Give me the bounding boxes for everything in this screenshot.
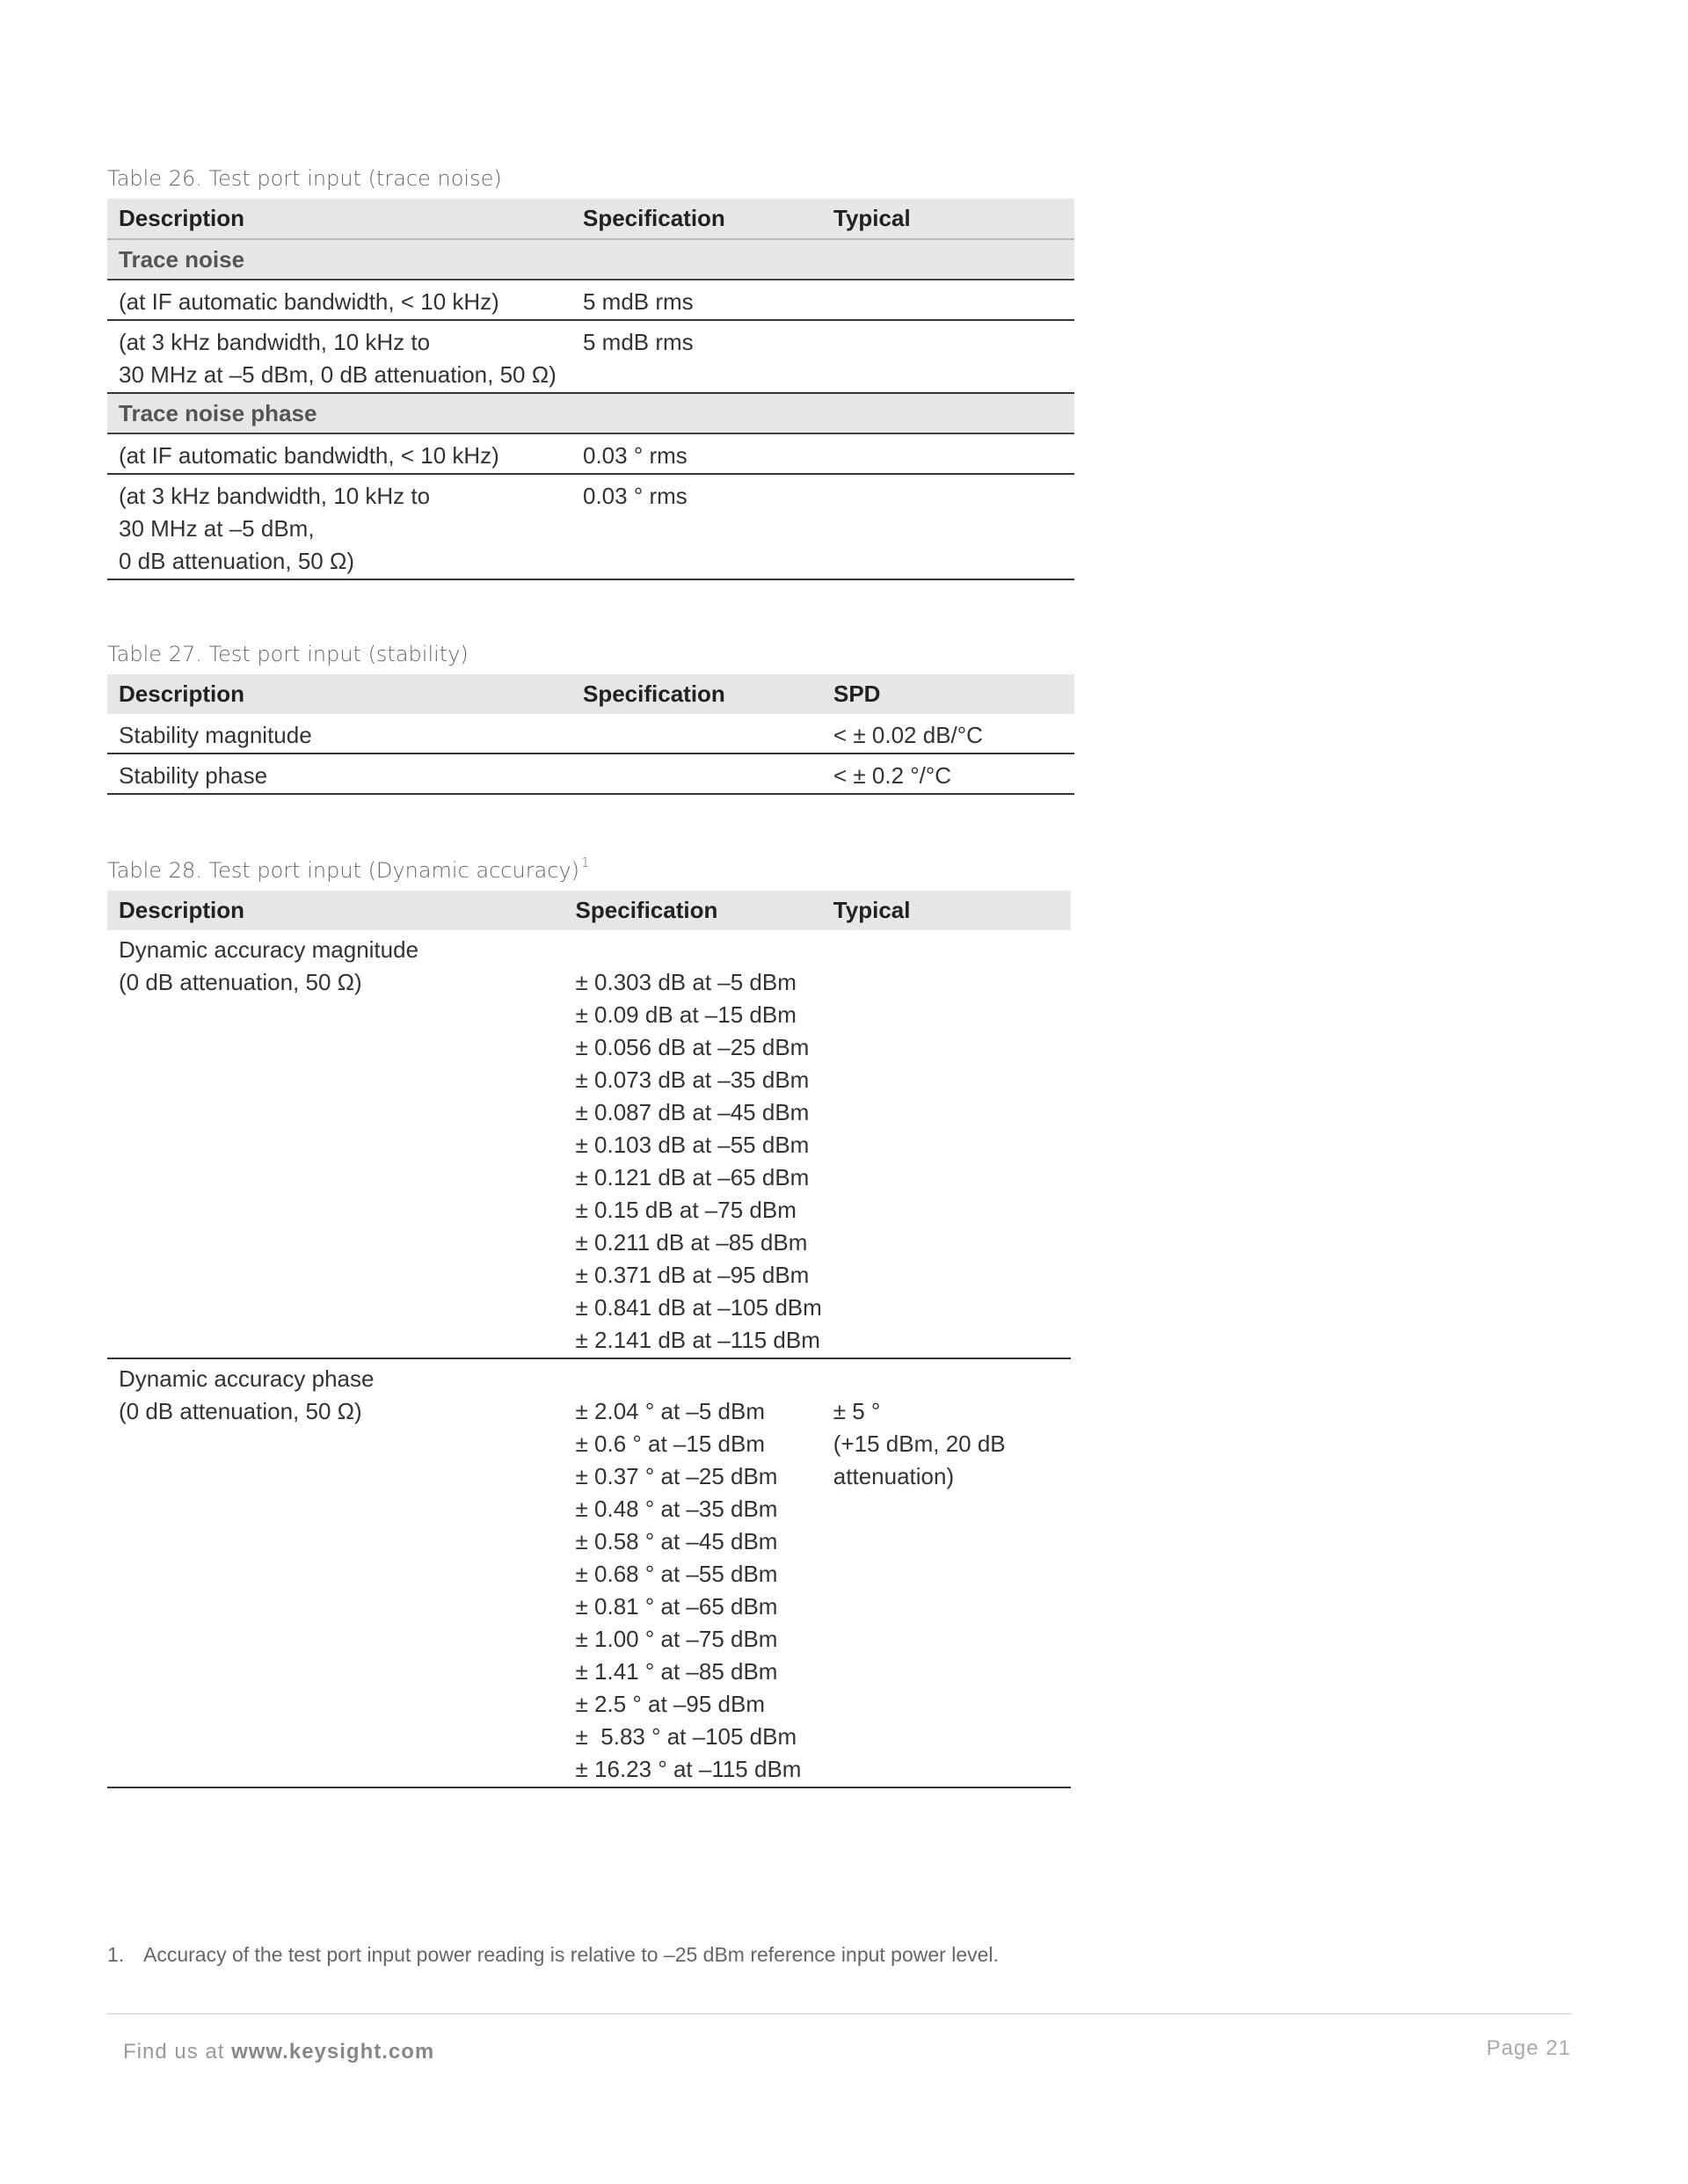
specification-cell-line: ± 2.04 ° at –5 dBm [575,1398,765,1424]
description-cell [107,280,571,320]
specification-cell-line: ± 0.09 dB at –15 dBm [575,1001,797,1028]
specification-cell-line: ± 0.68 ° at –55 dBm [575,1561,778,1587]
description-cell-line: 0 dB attenuation, 50 Ω) [119,548,355,574]
specification-cell-line: 5 mdB rms [583,288,694,315]
specification-cell-line: ± 0.121 dB at –65 dBm [575,1164,810,1190]
description-cell-line: 30 MHz at –5 dBm, 0 dB attenuation, 50 Ω) [119,361,557,388]
page-number: Page 21 [1486,2036,1571,2060]
section-row [107,239,1074,280]
typical-cell-line: < ± 0.2 °/°C [833,762,952,789]
table-27-caption: Table 27. Test port input (stability) [107,642,469,666]
description-cell-line: 30 MHz at –5 dBm, [119,515,315,542]
table-header-row [107,199,1074,239]
table-row [107,714,1074,753]
footnote-marker: 1 [581,855,590,870]
specification-cell-line [576,934,822,966]
specification-cell-line: ± 0.81 ° at –65 dBm [575,1593,778,1620]
specification-cell-line [576,1363,822,1395]
table-27 [107,674,1074,795]
specification-cell-line: 0.03 ° rms [583,442,688,469]
footnote-text: Accuracy of the test port input power reading is relative to –25 dBm reference input power level. [143,1943,999,1966]
description-cell-line: (at 3 kHz bandwidth, 10 kHz to [119,329,431,355]
specification-cell-line: ± 2.141 dB at –115 dBm [575,1327,820,1353]
column-header: Description [107,674,571,714]
description-cell [107,714,571,753]
specification-cell-line: ± 0.15 dB at –75 dBm [575,1197,797,1223]
description-cell-line: Stability magnitude [119,722,312,748]
typical-cell-line: attenuation) [833,1463,955,1489]
footer-find-us [123,2040,434,2064]
typical-cell-line: (+15 dBm, 20 dB [833,1431,1006,1457]
column-header: Specification [571,674,822,714]
table-28 [107,891,1071,1788]
description-cell-line: (at IF automatic bandwidth, < 10 kHz) [119,442,499,469]
section-row [107,393,1074,433]
specification-cell-line: 5 mdB rms [583,329,694,355]
description-cell-line: (0 dB attenuation, 50 Ω) [119,1398,362,1424]
typical-cell-line: < ± 0.02 dB/°C [833,722,983,748]
table-header-row [107,891,1071,930]
column-header: Description [107,199,571,239]
description-cell-line: (0 dB attenuation, 50 Ω) [119,969,362,995]
specification-cell-line: ± 1.41 ° at –85 dBm [575,1658,778,1685]
specification-cell-line: ± 0.841 dB at –105 dBm [575,1294,822,1321]
description-cell-line: (at IF automatic bandwidth, < 10 kHz) [119,288,499,315]
table-row [107,320,1074,393]
specification-cell-line: ± 0.303 dB at –5 dBm [575,969,797,995]
section-title: Trace noise [107,239,1074,280]
table-26 [107,199,1074,580]
typical-cell [822,433,1074,474]
specification-cell-line: ± 2.5 ° at –95 dBm [575,1691,765,1717]
footer-divider [107,2013,1571,2014]
description-cell-line: Stability phase [119,762,268,789]
table-28-caption-text: Table 28. Test port input (Dynamic accuracy) [107,858,580,883]
specification-cell [571,320,822,393]
column-header: Specification [564,891,822,930]
typical-cell [822,280,1074,320]
specification-cell [564,1358,822,1787]
table-row [107,930,1071,1358]
specification-cell-line: ± 0.371 dB at –95 dBm [575,1262,810,1288]
specification-cell-line: ± 0.056 dB at –25 dBm [575,1034,810,1060]
typical-cell [822,320,1074,393]
description-cell-line: (at 3 kHz bandwidth, 10 kHz to [119,483,431,509]
table-row [107,280,1074,320]
table-row [107,433,1074,474]
description-cell [107,1358,564,1787]
typical-cell-line: ± 5 ° [833,1398,881,1424]
specification-cell-line: ± 0.6 ° at –15 dBm [575,1431,765,1457]
column-header: Description [107,891,564,930]
specification-cell-line: ± 0.211 dB at –85 dBm [575,1229,808,1256]
specification-cell [571,753,822,794]
specification-cell [564,930,822,1358]
table-row [107,1358,1071,1787]
description-cell [107,433,571,474]
specification-cell-line: ± 5.83 ° at –105 dBm [575,1723,797,1750]
specification-cell [571,474,822,579]
column-header: Typical [822,891,1071,930]
specification-cell [571,714,822,753]
specification-cell-line: ± 16.23 ° at –115 dBm [575,1756,802,1782]
specification-cell-line: ± 0.103 dB at –55 dBm [575,1132,810,1158]
typical-cell [822,474,1074,579]
description-cell [107,930,564,1358]
description-cell [107,320,571,393]
specification-cell-line: ± 0.073 dB at –35 dBm [575,1067,810,1093]
description-cell-line: Dynamic accuracy magnitude [119,936,419,963]
specification-cell-line: ± 1.00 ° at –75 dBm [575,1626,778,1652]
footnote-number: 1. [107,1943,125,1966]
website-link[interactable]: www.keysight.com [231,2040,435,2064]
find-us-prefix: Find us at [123,2040,232,2064]
description-cell [107,753,571,794]
typical-cell [822,1358,1071,1787]
specification-cell [571,280,822,320]
specification-cell-line: ± 0.37 ° at –25 dBm [575,1463,778,1489]
typical-cell [822,753,1074,794]
table-row [107,753,1074,794]
table-26-caption: Table 26. Test port input (trace noise) [107,166,502,191]
typical-cell [822,714,1074,753]
specification-cell-line: ± 0.58 ° at –45 dBm [575,1528,778,1554]
specification-cell-line: ± 0.48 ° at –35 dBm [575,1496,778,1522]
section-title: Trace noise phase [107,393,1074,433]
column-header: Specification [571,199,822,239]
table-28-caption [107,855,590,883]
specification-cell-line: ± 0.087 dB at –45 dBm [575,1099,810,1125]
description-cell [107,474,571,579]
typical-cell-line [833,1363,1071,1395]
column-header: SPD [822,674,1074,714]
column-header: Typical [822,199,1074,239]
table-header-row [107,674,1074,714]
specification-cell [571,433,822,474]
specification-cell-line: 0.03 ° rms [583,483,688,509]
table-row [107,474,1074,579]
description-cell-line: Dynamic accuracy phase [119,1365,375,1392]
footnote [107,1943,999,1967]
typical-cell [822,930,1071,1358]
